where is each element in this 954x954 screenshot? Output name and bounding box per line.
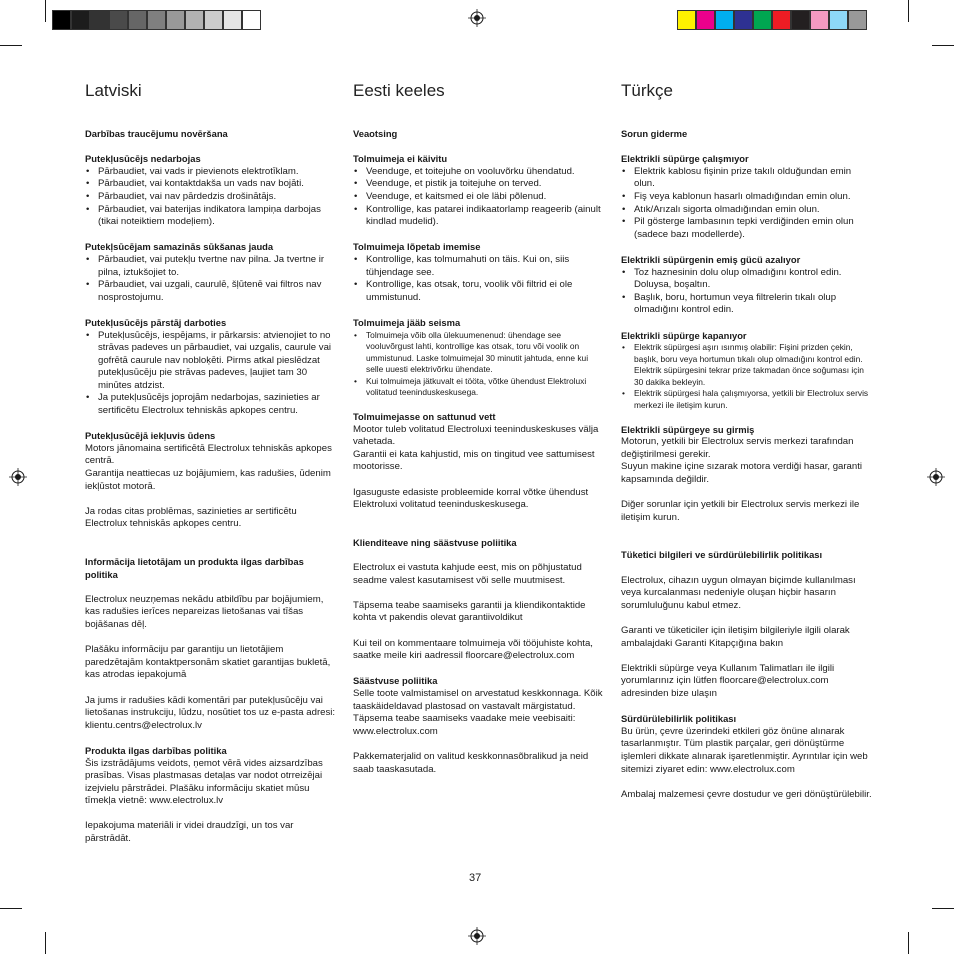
heading: Putekļusūcējs pārstāj darboties — [85, 316, 227, 328]
color-swatch — [52, 10, 71, 30]
grayscale-bar — [52, 10, 261, 30]
color-swatch — [109, 10, 128, 30]
paragraph: Täpsema teabe saamiseks garantii ja kliendikontaktide kohta vt pakendis olevat garantiivoldikut — [353, 599, 586, 624]
heading: Veaotsing — [353, 128, 398, 139]
list-item: • Elektrik süpürgesi hala çalışmıyorsa, yetkili bir Electrolux servis merkezi ile iletişim kurun. — [621, 388, 873, 411]
color-swatch — [753, 10, 772, 30]
list-item: • Başlık, boru, hortumun veya filtrelerin tıkalı olup olmadığını kontrol edin. — [621, 292, 873, 317]
bullet-list — [353, 254, 605, 304]
paragraph: Garanti ve tüketiciler için iletişim bilgileriyle ilgili olarak ambalajdaki Garanti Kitapçığına bakın — [621, 625, 850, 649]
bullet-list — [353, 330, 605, 399]
list-item: • Veenduge, et toitejuhe on vooluvõrku ühendatud. — [353, 166, 605, 179]
color-swatch — [772, 10, 791, 30]
paragraph: Pakkematerjalid on valitud keskkonnasõbralikud ja neid saab taaskasutada. — [353, 750, 589, 775]
color-swatch — [810, 10, 829, 30]
list-item: • Kontrollige, kas tolmumahuti on täis. Kui on, siis tühjendage see. — [353, 254, 605, 279]
list-item: • Pārbaudiet, vai nav pārdedzis drošinātājs. — [85, 191, 337, 204]
color-swatch — [147, 10, 166, 30]
page-number: 37 — [469, 872, 482, 884]
paragraph: Šis izstrādājums veidots, ņemot vērā vides aizsardzības prasības. Visas plastmasas detaļas var nodot otrreizējai izejvielu pārstrādei. Plašāku informāciju skatiet mūsu tīmekļa vietnē: www.electrolux.lv — [85, 757, 323, 807]
color-swatch — [90, 10, 109, 30]
color-swatch — [242, 10, 261, 30]
list-item: • Veenduge, et pistik ja toitejuhe on terved. — [353, 178, 605, 191]
list-item: • Putekļusūcējs, iespējams, ir pārkarsis: atvienojiet to no strāvas padeves un pārbaudiet, vai uzgalis, caurule vai gofrētā caurule nav nobloķēti. Pirms atkal pieslēdzat putekļusūcēju pie strāvas padeves, ļaujiet tam 30 minūtes atdzist. — [85, 330, 337, 393]
list-item: • Atık/Arızalı sigorta olmadığından emin olun. — [621, 204, 873, 217]
crop-mark — [932, 45, 954, 46]
list-item: • Ja putekļusūcējs joprojām nedarbojas, sazinieties ar sertificētu Electrolux tehniskās apkopes centru. — [85, 392, 337, 417]
heading: Elektrikli süpürgeye su girmiş — [621, 423, 755, 435]
color-swatch — [223, 10, 242, 30]
bullet-list — [621, 342, 873, 411]
paragraph: Plašāku informāciju par garantiju un lietotājiem paredzētajām kontaktpersonām skatiet garantijas bukletā, kas atrodas iepakojumā — [85, 644, 331, 681]
color-swatch — [166, 10, 185, 30]
color-swatch — [185, 10, 204, 30]
column-latvian — [85, 80, 337, 846]
crop-mark — [0, 45, 22, 46]
color-swatch — [677, 10, 696, 30]
paragraph: Garantija neattiecas uz bojājumiem, kas radušies, ūdenim iekļūstot motorā. — [85, 468, 331, 492]
heading: Putekļusūcējā iekļuvis ūdens — [85, 430, 216, 442]
color-swatch — [829, 10, 848, 30]
heading: Putekļsūcējam samazinās sūkšanas jauda — [85, 241, 274, 253]
heading: Tolmuimeja lõpetab imemise — [353, 241, 481, 253]
paragraph: Bu ürün, çevre üzerindeki etkileri göz önüne alınarak tasarlanmıştır. Tüm plastik parçalar, geri dönüştürme işlemleri dikkate alınarak işaretlenmiştir. Ayrıntılar için web sitemizi ziyaret edin: www.electrolux.com — [621, 725, 868, 775]
bullet-list — [85, 254, 337, 304]
list-item: • Pārbaudiet, vai kontaktdakša un vads nav bojāti. — [85, 178, 337, 191]
paragraph: Selle toote valmistamisel on arvestatud keskkonnaga. Kõik taaskäideldavad plastosad on vastavalt märgistatud. Täpsema teabe saamiseks vaadake meie veebisaiti: www.electrolux.com — [353, 687, 603, 737]
crop-mark — [908, 0, 909, 22]
heading: Tolmuimeja jääb seisma — [353, 316, 461, 328]
color-swatch — [204, 10, 223, 30]
paragraph: Electrolux, cihazın uygun olmayan biçimde kullanılması veya kurcalanması nedeniyle oluşan hiçbir hasarın sorumluluğunu kabul etmez. — [621, 574, 856, 611]
paragraph: Garantii ei kata kahjustid, mis on tingitud vee sattumisest mootorisse. — [353, 448, 595, 473]
list-item: • Pil gösterge lambasının tepki verdiğinden emin olun (sadece bazı modellerde). — [621, 216, 873, 241]
list-item: • Pārbaudiet, vai baterijas indikatora lampiņa darbojas (tikai noteiktiem modeļiem). — [85, 204, 337, 229]
paragraph: Iepakojuma materiāli ir videi draudzīgi, un tos var pārstrādāt. — [85, 820, 294, 845]
paragraph: Elektrikli süpürge veya Kullanım Talimatları ile ilgili yorumlarınız için lütfen floorcare@electrolux.com adresinden bize ulaşın — [621, 662, 835, 699]
section-title: Eesti keeles — [353, 81, 445, 100]
list-item: • Pārbaudiet, vai uzgali, caurulē, šļūtenē vai filtros nav nosprostojumu. — [85, 279, 337, 304]
list-item: • Veenduge, et kaitsmed ei ole läbi põlenud. — [353, 191, 605, 204]
paragraph: Mootor tuleb volitatud Electroluxi teeninduskeskuses välja vahetada. — [353, 423, 599, 448]
color-swatch — [791, 10, 810, 30]
paragraph: Ja jums ir radušies kādi komentāri par putekļusūcēju vai lietošanas instrukciju, lūdzu, nosūtiet tos uz e-pasta adresi: klientu.centrs@electrolux.lv — [85, 694, 336, 731]
paragraph: Ja rodas citas problēmas, sazinieties ar sertificētu Electrolux tehniskās apkopes centru. — [85, 505, 297, 530]
list-item: • Tolmuimeja võib olla ülekuumenenud: ühendage see vooluvõrgust lahti, kontrollige kas otsak, toru või voolik on ummistunud. Laske tolmuimejal 30 minutit jahtuda, enne kui selle uuesti elektrivõrku ühendate. — [353, 330, 605, 376]
section-title: Türkçe — [621, 81, 673, 100]
color-swatch — [696, 10, 715, 30]
heading: Elektrikli süpürge kapanıyor — [621, 329, 747, 341]
crop-mark — [0, 908, 22, 909]
heading: Darbības traucējumu novēršana — [85, 128, 228, 139]
paragraph: Diğer sorunlar için yetkili bir Electrolux servis merkezi ile iletişim kurun. — [621, 499, 860, 523]
color-swatch — [734, 10, 753, 30]
list-item: • Fiş veya kablonun hasarlı olmadığından emin olun. — [621, 191, 873, 204]
list-item: • Toz haznesinin dolu olup olmadığını kontrol edin. Doluysa, boşaltın. — [621, 267, 873, 292]
list-item: • Pārbaudiet, vai vads ir pievienots elektrotīklam. — [85, 166, 337, 179]
paragraph: Electrolux neuzņemas nekādu atbildību par bojājumiem, kas radušies ierīces nepareizas lietošanas vai tīšas bojāšanas dēļ. — [85, 593, 324, 630]
heading: Klienditeave ning säästvuse poliitika — [353, 536, 517, 548]
paragraph: Ambalaj malzemesi çevre dostudur ve geri dönüştürülebilir. — [621, 788, 872, 800]
registration-mark-icon — [927, 468, 945, 486]
paragraph: Electrolux ei vastuta kahjude eest, mis on põhjustatud seadme valest kasutamisest või selle muutmisest. — [353, 562, 582, 586]
registration-mark-icon — [9, 468, 27, 486]
crop-mark — [45, 0, 46, 22]
paragraph: Motorun, yetkili bir Electrolux servis merkezi tarafından değiştirilmesi gerekir. — [621, 436, 854, 460]
list-item: • Elektrik süpürgesi aşırı ısınmış olabilir: Fişini prizden çekin, başlık, boru veya hortumun tıkalı olup olmadığını kontrol edin. Elektrik süpürgesini tekrar prize takmadan önce soğuması için 30 dakika bekleyin. — [621, 342, 873, 388]
color-swatch — [848, 10, 867, 30]
heading: Sorun giderme — [621, 128, 688, 139]
bullet-list — [621, 267, 873, 317]
registration-mark-icon — [468, 9, 486, 27]
list-item: • Kontrollige, kas patarei indikaatorlamp reageerib (ainult kindlad mudelid). — [353, 204, 605, 229]
heading: Putekļusūcējs nedarbojas — [85, 153, 201, 165]
column-estonian — [353, 80, 605, 776]
paragraph: Motors jānomaina sertificētā Electrolux tehniskās apkopes centrā. — [85, 442, 332, 467]
crop-mark — [45, 932, 46, 954]
list-item: • Pārbaudiet, vai putekļu tvertne nav pilna. Ja tvertne ir pilna, iztukšojiet to. — [85, 254, 337, 279]
process-color-bar — [677, 10, 867, 30]
heading: Tolmuimejasse on sattunud vett — [353, 411, 496, 423]
heading: Tüketici bilgileri ve sürdürülebilirlik politikası — [621, 549, 823, 561]
crop-mark — [932, 908, 954, 909]
heading: Säästvuse poliitika — [353, 675, 438, 687]
crop-mark — [908, 932, 909, 954]
paragraph: Kui teil on kommentaare tolmuimeja või tööjuhiste kohta, saatke meile kiri aadressil floorcare@electrolux.com — [353, 637, 593, 662]
color-swatch — [715, 10, 734, 30]
list-item: • Kui tolmuimeja jätkuvalt ei tööta, võtke ühendust Elektroluxi volitatud teeninduskeskusega. — [353, 376, 605, 399]
heading: Produkta ilgas darbības politika — [85, 744, 227, 756]
registration-mark-icon — [468, 927, 486, 945]
bullet-list — [353, 166, 605, 229]
section-title: Latviski — [85, 81, 142, 100]
paragraph: Suyun makine içine sızarak motora verdiği hasar, garanti kapsamında değildir. — [621, 461, 863, 486]
list-item: • Kontrollige, kas otsak, toru, voolik või filtrid ei ole ummistunud. — [353, 279, 605, 304]
bullet-list — [85, 330, 337, 418]
heading: Elektrikli süpürgenin emiş gücü azalıyor — [621, 253, 801, 265]
bullet-list — [621, 166, 873, 242]
list-item: • Elektrik kablosu fişinin prize takılı olduğundan emin olun. — [621, 166, 873, 191]
bullet-list — [85, 166, 337, 229]
heading: Elektrikli süpürge çalışmıyor — [621, 153, 749, 165]
heading: Sürdürülebilirlik politikası — [621, 713, 737, 725]
paragraph: Igasuguste edasiste probleemide korral võtke ühendust Elektroluxi volitatud teeninduskeskusega. — [353, 486, 589, 511]
color-swatch — [71, 10, 90, 30]
column-turkish — [621, 80, 873, 801]
heading: Tolmuimeja ei käivitu — [353, 153, 448, 165]
color-swatch — [128, 10, 147, 30]
heading: Informācija lietotājam un produkta ilgas darbības politika — [85, 556, 304, 580]
